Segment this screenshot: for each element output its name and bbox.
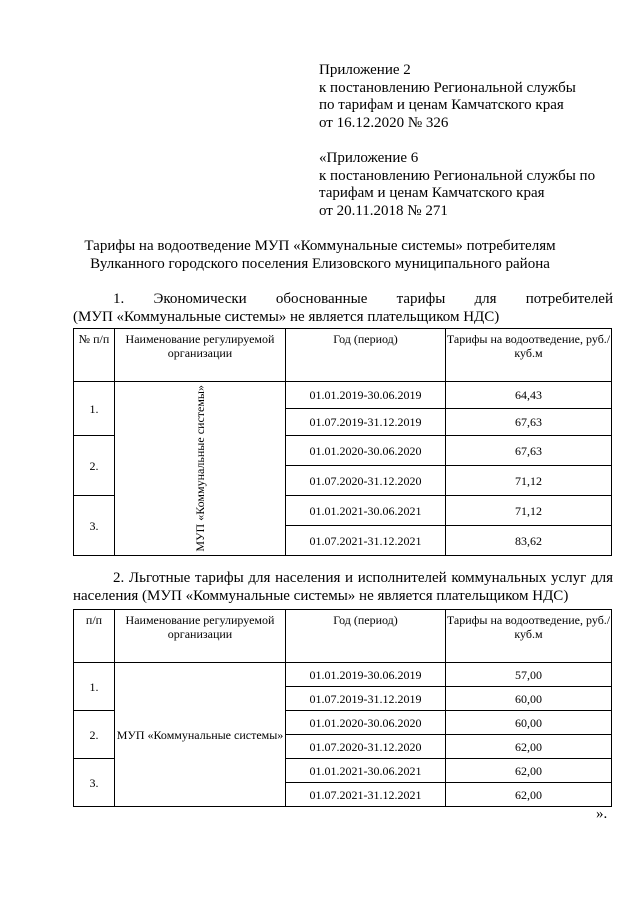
tariff-cell: 62,00 (446, 735, 612, 759)
appendix-6-line: тарифам и ценам Камчатского края (319, 185, 545, 201)
row-num: 1. (74, 382, 115, 436)
section-2-title-line: 2. Льготные тарифы для населения и исполнителей коммунальных услуг для (113, 570, 613, 586)
period-cell: 01.07.2020-31.12.2020 (286, 466, 446, 496)
closing-quote: ». (596, 806, 608, 822)
tariff-cell: 62,00 (446, 783, 612, 807)
table-header-row (74, 329, 612, 382)
org-name-cell (115, 382, 286, 556)
period-cell: 01.01.2020-30.06.2020 (286, 436, 446, 466)
header-tariff: Тарифы на водоотведение, руб./куб.м (446, 329, 612, 382)
tariff-cell: 60,00 (446, 687, 612, 711)
section-2-title (73, 569, 613, 605)
row-num: 3. (74, 759, 115, 807)
tariff-cell: 60,00 (446, 711, 612, 735)
period-cell: 01.01.2019-30.06.2019 (286, 663, 446, 687)
tariff-cell: 64,43 (446, 382, 612, 409)
document-title-line: Тарифы на водоотведение МУП «Коммунальные системы» потребителям (84, 238, 556, 254)
period-cell: 01.01.2021-30.06.2021 (286, 496, 446, 526)
section-2-title-line: населения (МУП «Коммунальные системы» не является плательщиком НДС) (73, 588, 569, 604)
document-title (0, 237, 640, 273)
tariff-cell: 71,12 (446, 496, 612, 526)
header-org: Наименование регулируемой организации (115, 610, 286, 663)
appendix-2-header (319, 62, 576, 132)
document-title-line: Вулканного городского поселения Елизовского муниципального района (90, 256, 550, 272)
tariff-cell: 62,00 (446, 759, 612, 783)
tariff-cell: 71,12 (446, 466, 612, 496)
org-name: МУП «Коммунальные системы» (193, 385, 207, 552)
period-cell: 01.07.2019-31.12.2019 (286, 409, 446, 436)
tariff-table-preferential (73, 609, 612, 807)
tariff-cell: 83,62 (446, 526, 612, 556)
table-row (74, 382, 612, 409)
row-num: 2. (74, 436, 115, 496)
tariff-cell: 67,63 (446, 436, 612, 466)
appendix-6-line: к постановлению Региональной службы по (319, 167, 596, 184)
header-org: Наименование регулируемой организации (115, 329, 286, 382)
period-cell: 01.01.2021-30.06.2021 (286, 759, 446, 783)
section-1-title-line: 1. Экономически обоснованные тарифы для потребителей (113, 291, 613, 307)
period-cell: 01.07.2021-31.12.2021 (286, 526, 446, 556)
section-1-title (73, 290, 613, 326)
appendix-6-header (319, 150, 595, 220)
period-cell: 01.07.2021-31.12.2021 (286, 783, 446, 807)
table-row (74, 663, 612, 687)
period-cell: 01.07.2019-31.12.2019 (286, 687, 446, 711)
period-cell: 01.01.2019-30.06.2019 (286, 382, 446, 409)
appendix-2-line: от 16.12.2020 № 326 (319, 114, 449, 131)
period-cell: 01.07.2020-31.12.2020 (286, 735, 446, 759)
header-num: п/п (74, 610, 115, 663)
appendix-2-line: по тарифам и ценам Камчатского края (319, 97, 564, 113)
table-header-row (74, 610, 612, 663)
appendix-6-line: от 20.11.2018 № 271 (319, 202, 448, 219)
header-period: Год (период) (286, 329, 446, 382)
org-name-cell: МУП «Коммунальные системы» (115, 663, 286, 807)
appendix-2-line: Приложение 2 (319, 62, 411, 78)
header-tariff: Тарифы на водоотведение, руб./куб.м (446, 610, 612, 663)
appendix-6-line: «Приложение 6 (319, 150, 419, 166)
appendix-2-line: к постановлению Региональной службы (319, 79, 576, 96)
tariff-table-economic (73, 328, 612, 556)
header-num: № п/п (74, 329, 115, 382)
header-period: Год (период) (286, 610, 446, 663)
section-1-title-line: (МУП «Коммунальные системы» не является плательщиком НДС) (73, 309, 500, 325)
period-cell: 01.01.2020-30.06.2020 (286, 711, 446, 735)
tariff-cell: 67,63 (446, 409, 612, 436)
tariff-cell: 57,00 (446, 663, 612, 687)
row-num: 3. (74, 496, 115, 556)
row-num: 2. (74, 711, 115, 759)
row-num: 1. (74, 663, 115, 711)
